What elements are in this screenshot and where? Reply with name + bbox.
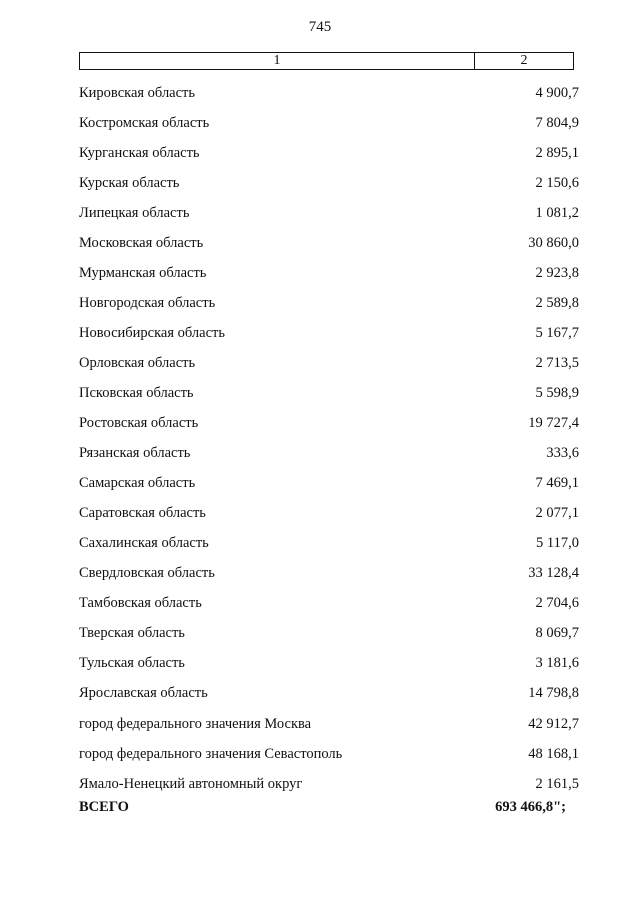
table-header-col1: 1 (80, 53, 475, 69)
table-row (79, 439, 579, 469)
table-row (79, 318, 579, 348)
region-value: 2 150,6 (535, 174, 579, 191)
region-name: Свердловская область (79, 565, 215, 582)
table-row (79, 709, 579, 739)
table-row (79, 649, 579, 679)
region-value: 5 167,7 (535, 324, 579, 341)
region-name: Курская область (79, 174, 180, 191)
region-value: 14 798,8 (528, 685, 579, 702)
table-row (79, 559, 579, 589)
region-value: 333,6 (546, 445, 579, 462)
region-name: Липецкая область (79, 204, 190, 221)
table-row (79, 168, 579, 198)
region-name: город федерального значения Севастополь (79, 745, 343, 762)
region-name: Саратовская область (79, 505, 206, 522)
region-name: Курганская область (79, 144, 200, 161)
table-row (79, 409, 579, 439)
region-value: 7 804,9 (535, 114, 579, 131)
region-name: Орловская область (79, 354, 196, 371)
region-value: 33 128,4 (528, 565, 579, 582)
table-row (79, 378, 579, 408)
region-name: Костромская область (79, 114, 210, 131)
table-row (79, 739, 579, 769)
region-name: Новосибирская область (79, 324, 225, 341)
table-row (79, 138, 579, 168)
region-name: Мурманская область (79, 264, 207, 281)
total-label: ВСЕГО (79, 799, 129, 815)
table-row (79, 769, 579, 799)
region-name: Ямало-Ненецкий автономный округ (79, 775, 303, 792)
region-value: 3 181,6 (535, 655, 579, 672)
total-row (79, 799, 566, 816)
table-row (79, 619, 579, 649)
table-row (79, 469, 579, 499)
region-name: Тамбовская область (79, 595, 202, 612)
table-row (79, 348, 579, 378)
region-value: 5 598,9 (535, 384, 579, 401)
table-row (79, 198, 579, 228)
region-name: Ростовская область (79, 415, 199, 432)
region-value: 4 900,7 (535, 84, 579, 101)
table-header (79, 52, 574, 70)
table-row (79, 288, 579, 318)
region-name: Кировская область (79, 84, 196, 101)
region-value: 2 589,8 (535, 294, 579, 311)
region-name: Ярославская область (79, 685, 208, 702)
table-row (79, 589, 579, 619)
region-name: Псковская область (79, 384, 194, 401)
region-value: 30 860,0 (528, 234, 579, 251)
region-name: город федерального значения Москва (79, 715, 312, 732)
region-name: Самарская область (79, 475, 196, 492)
table-row (79, 679, 579, 709)
region-value: 42 912,7 (528, 715, 579, 732)
region-value: 2 895,1 (535, 144, 579, 161)
region-value: 5 117,0 (536, 535, 579, 552)
region-value: 19 727,4 (528, 415, 579, 432)
region-name: Сахалинская область (79, 535, 209, 552)
total-value: 693 466,8"; (495, 799, 566, 815)
page-number: 745 (308, 19, 332, 35)
table-row (79, 78, 579, 108)
region-value: 8 069,7 (535, 625, 579, 642)
table-row (79, 258, 579, 288)
table-body (79, 78, 579, 799)
region-name: Тверская область (79, 625, 185, 642)
region-name: Новгородская область (79, 294, 216, 311)
table-row (79, 228, 579, 258)
region-value: 48 168,1 (528, 745, 579, 762)
region-value: 2 704,6 (535, 595, 579, 612)
table-row (79, 529, 579, 559)
table-row (79, 499, 579, 529)
region-value: 2 077,1 (535, 505, 579, 522)
region-value: 2 161,5 (535, 775, 579, 792)
table-row (79, 108, 579, 138)
region-name: Тульская область (79, 655, 185, 672)
region-name: Рязанская область (79, 445, 191, 462)
region-value: 7 469,1 (535, 475, 579, 492)
table-header-col2: 2 (520, 53, 528, 68)
region-value: 2 923,8 (535, 264, 579, 281)
region-value: 2 713,5 (535, 354, 579, 371)
region-name: Московская область (79, 234, 204, 251)
region-value: 1 081,2 (535, 204, 579, 221)
